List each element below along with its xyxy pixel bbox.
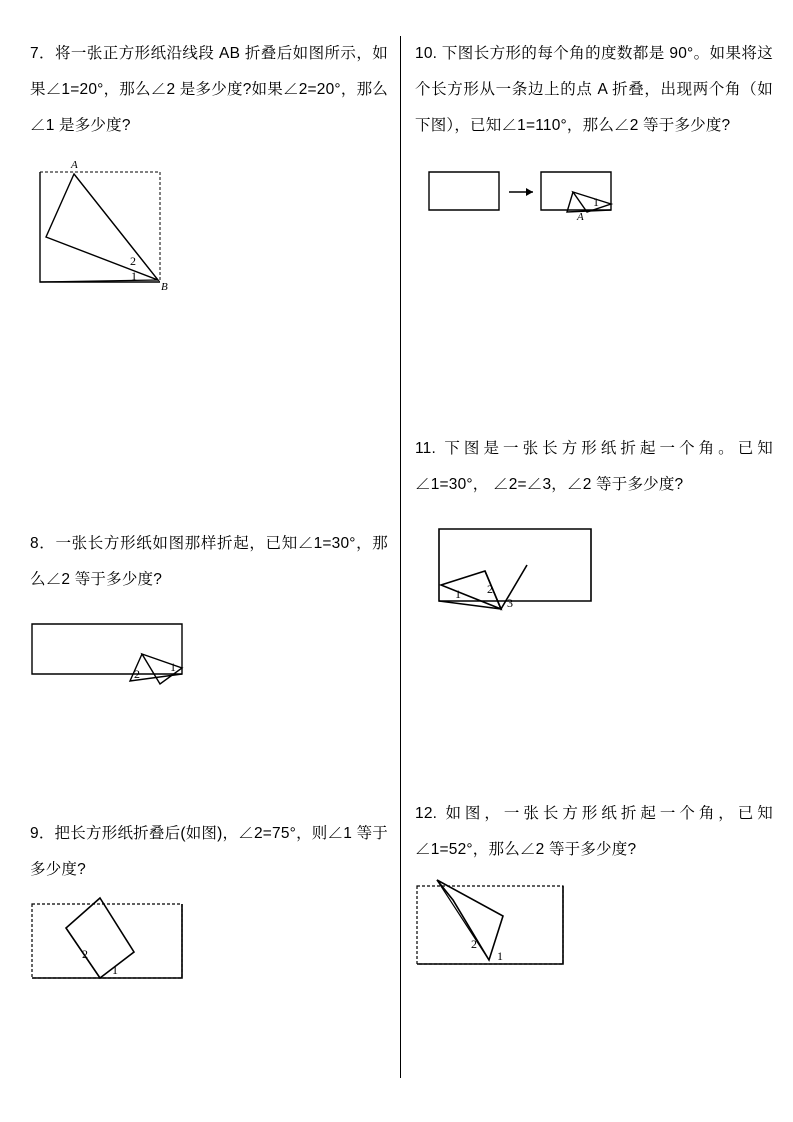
question-9-text: 9．把长方形纸折叠后(如图)，∠2=75°，则∠1 等于多少度? xyxy=(30,825,388,878)
label-2: 2 xyxy=(487,582,493,596)
column-divider xyxy=(400,36,401,1078)
question-7-text: 7．将一张正方形纸沿线段 AB 折叠后如图所示，如果∠1=20°，那么∠2 是多少度?如果∠2=20°，那么∠1 是多少度? xyxy=(30,45,388,134)
question-12-figure xyxy=(415,878,773,988)
question-8-figure xyxy=(30,606,388,696)
label-1: 1 xyxy=(455,587,461,601)
label-2: 2 xyxy=(134,667,140,681)
question-11 xyxy=(415,431,773,625)
question-10-figure xyxy=(427,162,773,222)
label-2: 2 xyxy=(82,947,88,961)
question-11-figure xyxy=(427,525,773,625)
question-8-text: 8．一张长方形纸如图那样折起，已知∠1=30°，那么∠2 等于多少度? xyxy=(30,535,388,588)
label-3: 3 xyxy=(507,596,513,610)
question-9 xyxy=(30,816,388,1006)
question-8 xyxy=(30,526,388,696)
question-11-text: 11. 下图是一张长方形纸折起一个角。已知∠1=30°， ∠2=∠3，∠2 等于多少度? xyxy=(415,440,773,493)
label-1: 1 xyxy=(170,660,176,674)
label-1: 1 xyxy=(497,949,503,963)
label-A: A xyxy=(577,211,584,222)
label-A: A xyxy=(71,159,78,171)
label-1: 1 xyxy=(131,269,137,283)
question-12 xyxy=(415,796,773,988)
label-2: 2 xyxy=(130,254,136,268)
question-12-text: 12. 如图，一张长方形纸折起一个角，已知∠1=52°，那么∠2 等于多少度? xyxy=(415,805,773,858)
label-2: 2 xyxy=(471,937,477,951)
label-1: 1 xyxy=(593,195,599,209)
question-9-figure xyxy=(30,896,388,1006)
question-10-text: 10. 下图长方形的每个角的度数都是 90°。如果将这个长方形从一条边上的点 A 折叠，出现两个角（如下图），已知∠1=110°，那么∠2 等于多少度? xyxy=(415,45,773,134)
question-7 xyxy=(30,36,388,292)
question-7-figure xyxy=(30,152,388,292)
label-B: B xyxy=(161,281,168,292)
label-1: 1 xyxy=(112,963,118,977)
question-10 xyxy=(415,36,773,222)
